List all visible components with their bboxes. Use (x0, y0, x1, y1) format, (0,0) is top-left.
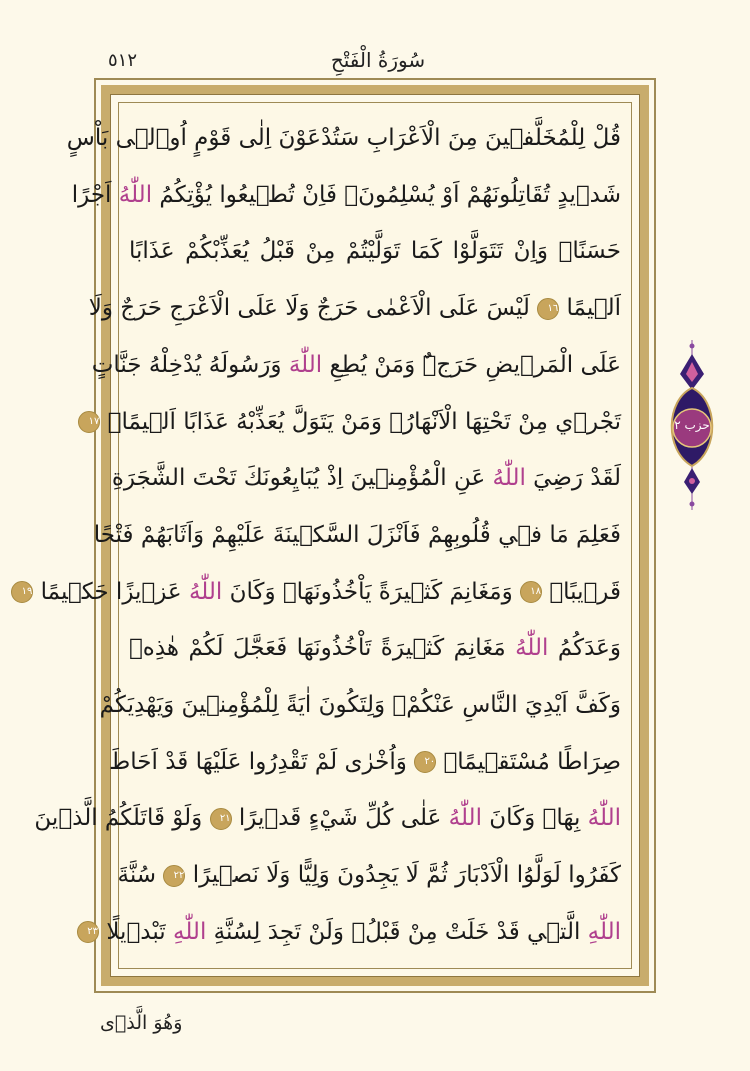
ayah-number-marker: ٢٣ (77, 921, 99, 943)
verse-line: حَسَنًاۚ وَاِنْ تَتَوَلَّوْا كَمَا تَوَلَّيْتُمْ مِنْ قَبْلُ يُعَذِّبْكُمْ عَذَابًا (129, 238, 621, 265)
divine-name: اللّٰهُ (118, 181, 153, 208)
verse-line: شَد۪يدٍ تُقَاتِلُونَهُمْ اَوْ يُسْلِمُونَۚ فَاِنْ تُط۪يعُوا يُؤْتِكُمُ اللّٰهُ اَجْرًا (71, 181, 621, 208)
verse-line: اَل۪يمًا ١٦ لَيْسَ عَلَى الْاَعْمٰى حَرَجٌ وَلَا عَلَى الْاَعْرَجِ حَرَجٌ وَلَا (88, 295, 621, 322)
divine-name: اللّٰهُ (492, 465, 526, 492)
verse-lines (21, 111, 621, 960)
surah-title: سُورَةُ الْفَتْحِ (330, 48, 426, 72)
text-panel (21, 102, 632, 969)
divine-name: اللّٰهُ (515, 635, 549, 662)
verse-line: اللّٰهُ بِهَاۜ وَكَانَ اللّٰهُ عَلٰى كُلِّ شَيْءٍ قَد۪يرًا ٢١ وَلَوْ قَاتَلَكُمُ الَّذ۪ينَ (34, 805, 621, 832)
catchword: وَهُوَ الَّذ۪ى (100, 1012, 183, 1034)
divine-name: اللّٰهَ (288, 351, 323, 378)
ayah-number-marker: ١٧ (78, 411, 100, 433)
ayah-number-marker: ١٨ (520, 581, 542, 603)
verse-line: وَعَدَكُمُ اللّٰهُ مَغَانِمَ كَث۪يرَةً تَاْخُذُونَهَا فَعَجَّلَ لَكُمْ هٰذِه۪ (129, 635, 621, 662)
divine-name: اللّٰهِ (172, 918, 207, 945)
divine-name: اللّٰهِ (587, 918, 621, 945)
verse-line: وَكَفَّ اَيْدِيَ النَّاسِ عَنْكُمْۚ وَلِتَكُونَ اٰيَةً لِلْمُؤْمِن۪ينَ وَيَهْدِيَكُمْ (99, 692, 621, 719)
divine-name: اللّٰهُ (587, 805, 621, 832)
verse-line: صِرَاطًا مُسْتَق۪يمًاۙ ٢٠ وَاُخْرٰى لَمْ تَقْدِرُوا عَلَيْهَا قَدْ اَحَاطَ (109, 748, 621, 775)
hizb-label: حزب ٢ (674, 418, 710, 432)
divine-name: اللّٰهُ (188, 578, 223, 605)
ayah-number-marker: ١٩ (11, 581, 33, 603)
ayah-number-marker: ٢٢ (163, 865, 185, 887)
page-frame (21, 78, 656, 993)
ayah-number-marker: ١٦ (537, 298, 559, 320)
hizb-marker (660, 340, 724, 510)
page-header (108, 48, 648, 78)
verse-line: قَر۪يبًاۙ ١٨ وَمَغَانِمَ كَث۪يرَةً يَاْخُذُونَهَاۜ وَكَانَ اللّٰهُ عَز۪يزًا حَك۪يمًا ١٩ (129, 565, 621, 620)
divine-name: اللّٰهُ (448, 805, 482, 832)
verse-line: لَقَدْ رَضِيَ اللّٰهُ عَنِ الْمُؤْمِن۪ينَ اِذْ يُبَايِعُونَكَ تَحْتَ الشَّجَرَةِ (111, 465, 621, 492)
verse-line: قُلْ لِلْمُخَلَّف۪ينَ مِنَ الْاَعْرَابِ سَتُدْعَوْنَ اِلٰى قَوْمٍ اُو۬لٖى بَاْسٍ (66, 125, 621, 151)
verse-line: فَعَلِمَ مَا ف۪ي قُلُوبِهِمْ فَاَنْزَلَ السَّك۪ينَةَ عَلَيْهِمْ وَاَثَابَهُمْ فَتْحًا (93, 521, 621, 548)
verse-line: اللّٰهِ الَّت۪ي قَدْ خَلَتْ مِنْ قَبْلُۚ وَلَنْ تَجِدَ لِسُنَّةِ اللّٰهِ تَبْد۪يلًا ٢٣ (129, 905, 621, 960)
ayah-number-marker: ٢١ (210, 808, 232, 830)
verse-line: تَجْر۪ي مِنْ تَحْتِهَا الْاَنْهَارُۚ وَمَنْ يَتَوَلَّ يُعَذِّبْهُ عَذَابًا اَل۪يمًاࣖ ١٧ (129, 395, 621, 450)
verse-line: كَفَرُوا لَوَلَّوُا الْاَدْبَارَ ثُمَّ لَا يَجِدُونَ وَلِيًّا وَلَا نَص۪يرًا ٢٢ سُنَّةَ (117, 862, 621, 889)
verse-line: عَلَى الْمَر۪يضِ حَرَجٌۜ وَمَنْ يُطِعِ اللّٰهَ وَرَسُولَهُ يُدْخِلْهُ جَنَّاتٍ (91, 351, 621, 378)
ayah-number-marker: ٢٠ (414, 751, 436, 773)
page-number: ٥١٢ (108, 50, 138, 71)
